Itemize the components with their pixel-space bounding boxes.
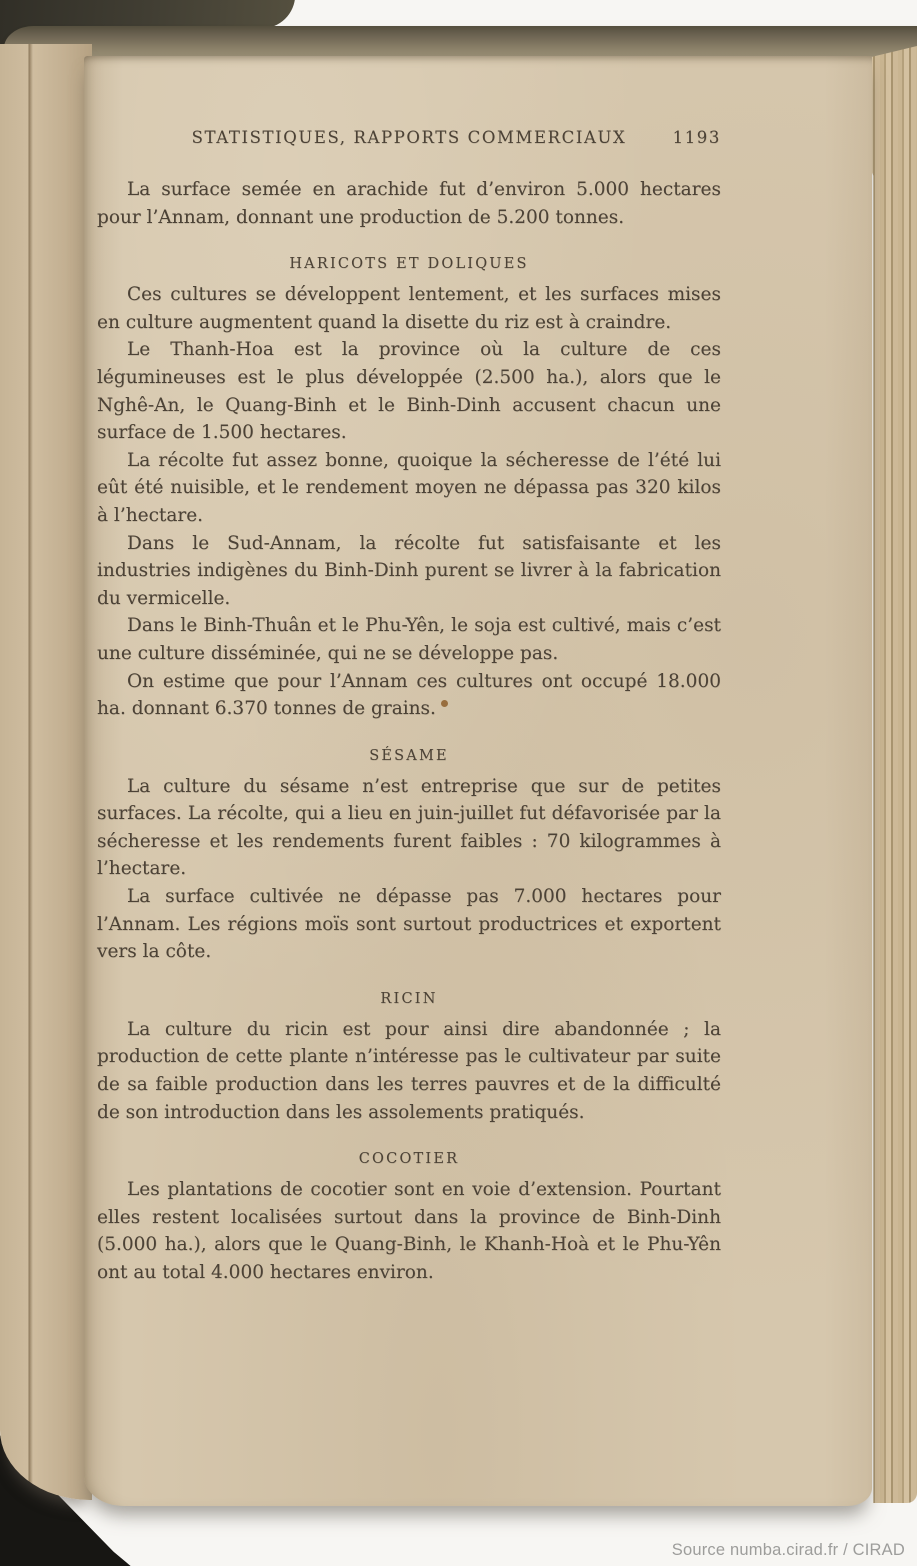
paragraph: Les plantations de cocotier sont en voie d’extension. Pourtant elles restent localisées surtout dans la province de Binh-Dinh (5.000 ha.), alors que le Quang-Binh, le Khanh-Hoà et le Phu-Yên ont au total 4.000 hectares environ. bbox=[97, 1179, 721, 1283]
paragraph: La culture du sésame n’est entreprise que sur de petites surfaces. La récolte, qui a lieu en juin-juillet fut défavorisée par la sécheresse et les rendements furent faibles : 70 kilogrammes à l’hectare. bbox=[97, 775, 721, 880]
paragraph: La surface cultivée ne dépasse pas 7.000 hectares pour l’Annam. Les régions moïs sont surtout productrices et exportent vers la côte. bbox=[97, 886, 721, 963]
section-heading-sesame: SÉSAME bbox=[369, 747, 449, 764]
source-footer bbox=[672, 1541, 905, 1560]
paragraph-arachide: La surface semée en arachide fut d’environ 5.000 hectares pour l’Annam, donnant une production de 5.200 tonnes. bbox=[97, 179, 721, 228]
running-header-title: STATISTIQUES, RAPPORTS COMMERCIAUX bbox=[191, 128, 627, 147]
paragraph: Dans le Binh-Thuân et le Phu-Yên, le soja est cultivé, mais c’est une culture disséminée, qui ne se développe pas. bbox=[97, 615, 721, 664]
paragraph: Ces cultures se développent lentement, et les surfaces mises en culture augmentent quand la disette du riz est à craindre. bbox=[97, 284, 721, 333]
page-content bbox=[97, 128, 721, 1287]
section-heading-ricin: RICIN bbox=[380, 990, 438, 1007]
running-header bbox=[97, 128, 721, 150]
paragraph: La récolte fut assez bonne, quoique la sécheresse de l’été lui eût été nuisible, et le rendement moyen ne dépassa pas 320 kilos à l’hectare. bbox=[97, 449, 721, 526]
paragraph: Le Thanh-Hoa est la province où la culture de ces légumineuses est le plus développée (2.500 ha.), alors que le Nghê-An, le Quang-Binh et le Binh-Dinh accusent chacun une surface de 1.500 hectares. bbox=[97, 339, 721, 444]
paragraph-text: On estime que pour l’Annam ces cultures ont occupé 18.000 ha. donnant 6.370 tonnes de grains. bbox=[97, 670, 721, 720]
paragraph: La culture du ricin est pour ainsi dire abandonnée ; la production de cette plante n’intéresse pas le cultivateur par suite de sa faible production dans les terres pauvres et de la difficulté de son introduction dans les assolements pratiqués. bbox=[97, 1018, 721, 1123]
section-heading-cocotier: COCOTIER bbox=[358, 1151, 460, 1168]
source-attribution: Source numba.cirad.fr / CIRAD bbox=[671, 1541, 905, 1559]
paragraph bbox=[97, 668, 721, 723]
paragraph: Dans le Sud-Annam, la récolte fut satisfaisante et les industries indigènes du Binh-Dinh purent se livrer à la fabrication du vermicelle. bbox=[97, 532, 721, 609]
ink-spot bbox=[441, 700, 448, 707]
section-heading-haricots: HARICOTS ET DOLIQUES bbox=[289, 256, 529, 273]
page-number: 1193 bbox=[672, 128, 721, 147]
adjacent-page-gutter bbox=[0, 44, 92, 1500]
